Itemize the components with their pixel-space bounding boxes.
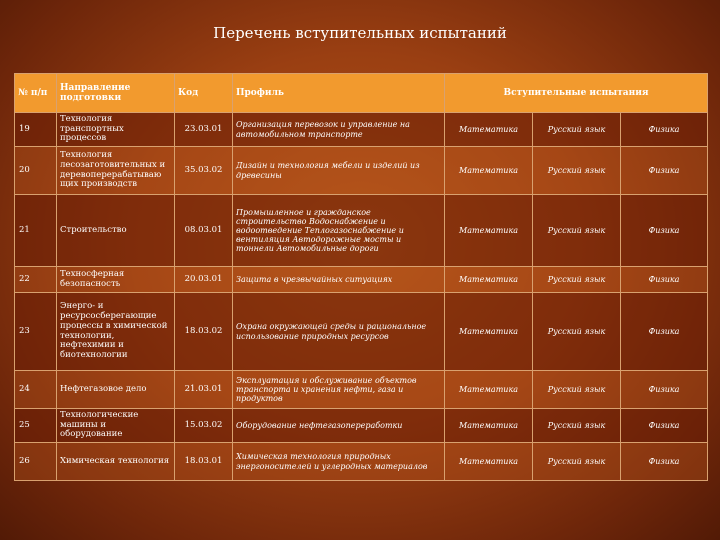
row-num: 24 [15, 371, 57, 409]
row-code: 18.03.01 [175, 443, 233, 481]
table-row [15, 443, 708, 481]
table-row [15, 113, 708, 147]
row-num: 26 [15, 443, 57, 481]
row-code: 35.03.02 [175, 147, 233, 195]
row-code: 20.03.01 [175, 267, 233, 293]
row-exam-3: Физика [621, 267, 708, 293]
row-exam-3: Физика [621, 371, 708, 409]
row-exam-2: Русский язык [533, 195, 621, 267]
row-exam-1: Математика [445, 147, 533, 195]
row-exam-3: Физика [621, 195, 708, 267]
row-exam-3: Физика [621, 443, 708, 481]
table-row [15, 371, 708, 409]
row-num: 19 [15, 113, 57, 147]
row-direction: Строительство [57, 195, 175, 267]
row-code: 21.03.01 [175, 371, 233, 409]
row-exam-1: Математика [445, 371, 533, 409]
header-exams: Вступительные испытания [445, 74, 708, 113]
header-num: № п/п [15, 74, 57, 113]
table-row [15, 293, 708, 371]
row-num: 21 [15, 195, 57, 267]
row-exam-1: Математика [445, 293, 533, 371]
header-code: Код [175, 74, 233, 113]
row-exam-2: Русский язык [533, 113, 621, 147]
row-num: 22 [15, 267, 57, 293]
row-num: 25 [15, 409, 57, 443]
row-exam-2: Русский язык [533, 147, 621, 195]
row-profile: Защита в чрезвычайных ситуациях [233, 267, 445, 293]
row-exam-1: Математика [445, 113, 533, 147]
header-direction: Направление подготовки [57, 74, 175, 113]
table-row [15, 147, 708, 195]
row-code: 23.03.01 [175, 113, 233, 147]
table-row [15, 409, 708, 443]
row-exam-1: Математика [445, 443, 533, 481]
row-exam-1: Математика [445, 195, 533, 267]
row-num: 23 [15, 293, 57, 371]
exams-table [14, 73, 708, 481]
row-exam-3: Физика [621, 293, 708, 371]
row-code: 15.03.02 [175, 409, 233, 443]
page-title: Перечень вступительных испытаний [213, 24, 507, 42]
row-profile: Промышленное и гражданское строительство Водоснабжение и водоотведение Теплогазоснабжение и вентиляция Автодорожные мосты и тоннели Автомобильные дороги [233, 195, 445, 267]
row-code: 08.03.01 [175, 195, 233, 267]
row-profile: Дизайн и технология мебели и изделий из древесины [233, 147, 445, 195]
table-row [15, 267, 708, 293]
row-exam-3: Физика [621, 113, 708, 147]
row-profile: Химическая технология природных энергоносителей и углеродных материалов [233, 443, 445, 481]
row-direction: Химическая технология [57, 443, 175, 481]
row-direction: Нефтегазовое дело [57, 371, 175, 409]
row-profile: Охрана окружающей среды и рациональное использование природных ресурсов [233, 293, 445, 371]
row-code: 18.03.02 [175, 293, 233, 371]
row-direction: Технология лесозаготовительных и деревоперерабатываю щих производств [57, 147, 175, 195]
row-profile: Организация перевозок и управление на автомобильном транспорте [233, 113, 445, 147]
row-exam-2: Русский язык [533, 293, 621, 371]
row-exam-1: Математика [445, 267, 533, 293]
row-exam-2: Русский язык [533, 443, 621, 481]
row-profile: Эксплуатация и обслуживание объектов транспорта и хранения нефти, газа и продуктов [233, 371, 445, 409]
row-exam-2: Русский язык [533, 371, 621, 409]
row-exam-3: Физика [621, 147, 708, 195]
header-profile: Профиль [233, 74, 445, 113]
row-exam-2: Русский язык [533, 267, 621, 293]
table-header-row [15, 74, 708, 113]
row-exam-1: Математика [445, 409, 533, 443]
row-num: 20 [15, 147, 57, 195]
table-row [15, 195, 708, 267]
row-profile: Оборудование нефтегазопереработки [233, 409, 445, 443]
row-exam-3: Физика [621, 409, 708, 443]
row-direction: Технологические машины и оборудование [57, 409, 175, 443]
row-exam-2: Русский язык [533, 409, 621, 443]
row-direction: Технология транспортных процессов [57, 113, 175, 147]
row-direction: Техносферная безопасность [57, 267, 175, 293]
row-direction: Энерго- и ресурсосберегающие процессы в химической технологии, нефтехимии и биотехнологии [57, 293, 175, 371]
